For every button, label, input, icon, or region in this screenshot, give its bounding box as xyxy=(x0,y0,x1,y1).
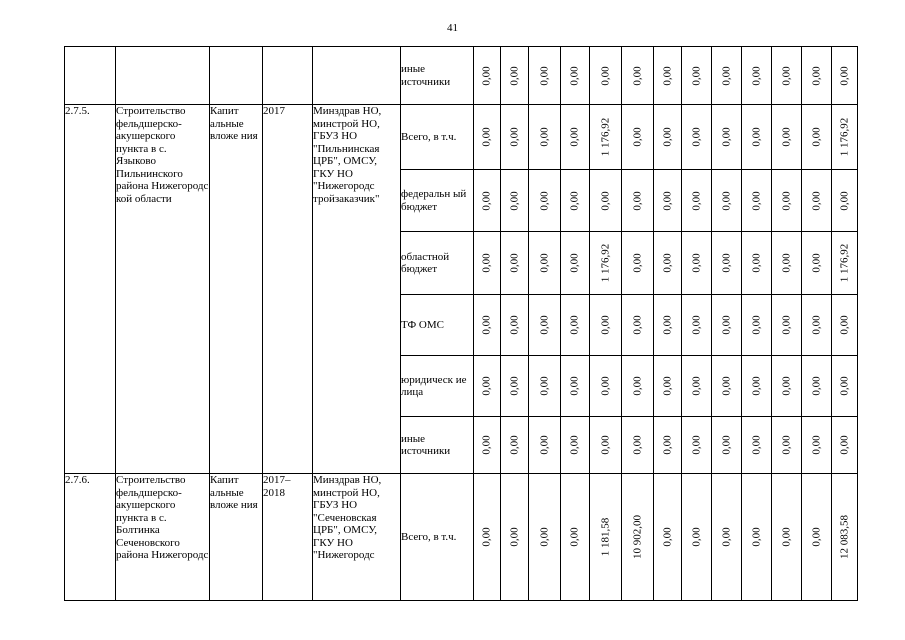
value-cell: 0,00 xyxy=(474,232,501,295)
value-cell: 0,00 xyxy=(712,232,742,295)
value-cell: 0,00 xyxy=(622,170,654,232)
value-cell: 0,00 xyxy=(712,474,742,601)
value-cell: 0,00 xyxy=(654,356,682,417)
funding-source-cell: иные источники xyxy=(401,417,474,474)
funding-source-cell: Всего, в т.ч. xyxy=(401,474,474,601)
value-cell: 0,00 xyxy=(529,232,561,295)
value-cell: 0,00 xyxy=(474,295,501,356)
value-cell: 0,00 xyxy=(772,47,802,105)
value-cell: 0,00 xyxy=(712,170,742,232)
executor-cell: Минздрав НО, минстрой НО, ГБУЗ НО "Сеченовская ЦРБ", ОМСУ, ГКУ НО "Нижегородс xyxy=(313,474,401,601)
value-cell: 0,00 xyxy=(474,356,501,417)
period-cell: 2017–2018 xyxy=(263,474,313,601)
value-cell: 0,00 xyxy=(802,232,832,295)
value-cell: 0,00 xyxy=(832,295,858,356)
value-cell: 0,00 xyxy=(742,356,772,417)
value-cell: 0,00 xyxy=(772,417,802,474)
period-cell: 2017 xyxy=(263,105,313,474)
value-cell: 0,00 xyxy=(772,232,802,295)
value-cell: 0,00 xyxy=(474,474,501,601)
value-cell: 0,00 xyxy=(590,295,622,356)
value-cell: 0,00 xyxy=(474,417,501,474)
value-cell: 0,00 xyxy=(529,417,561,474)
value-cell: 0,00 xyxy=(682,356,712,417)
value-cell: 0,00 xyxy=(654,295,682,356)
value-cell: 1 176,92 xyxy=(590,232,622,295)
value-cell: 0,00 xyxy=(742,170,772,232)
value-cell: 0,00 xyxy=(590,170,622,232)
funding-source-cell: иные источники xyxy=(401,47,474,105)
value-cell: 0,00 xyxy=(654,47,682,105)
value-cell: 0,00 xyxy=(712,105,742,170)
table-row xyxy=(65,105,858,170)
executor-cell: Минздрав НО, минстрой НО, ГБУЗ НО "Пильнинская ЦРБ", ОМСУ, ГКУ НО "Нижегородс тройзаказчик" xyxy=(313,105,401,474)
value-cell: 0,00 xyxy=(772,474,802,601)
value-cell: 0,00 xyxy=(742,295,772,356)
value-cell: 0,00 xyxy=(474,47,501,105)
value-cell: 0,00 xyxy=(682,295,712,356)
project-name-cell: Строительство фельдшерско-акушерского пункта в с. Языково Пильнинского района Нижегородс кой области xyxy=(116,105,210,474)
value-cell: 0,00 xyxy=(590,356,622,417)
value-cell: 0,00 xyxy=(712,417,742,474)
value-cell: 0,00 xyxy=(742,474,772,601)
value-cell: 0,00 xyxy=(561,47,590,105)
value-cell: 0,00 xyxy=(772,105,802,170)
value-cell: 0,00 xyxy=(474,105,501,170)
value-cell: 0,00 xyxy=(832,417,858,474)
value-cell: 0,00 xyxy=(802,295,832,356)
value-cell: 0,00 xyxy=(832,356,858,417)
expense-type-cell: Капит альные вложе ния xyxy=(210,105,263,474)
value-cell: 0,00 xyxy=(712,356,742,417)
project-number-cell: 2.7.5. xyxy=(65,105,116,474)
value-cell: 0,00 xyxy=(712,47,742,105)
value-cell: 0,00 xyxy=(622,232,654,295)
value-cell: 0,00 xyxy=(654,105,682,170)
value-cell: 0,00 xyxy=(561,232,590,295)
funding-source-cell: федеральн ый бюджет xyxy=(401,170,474,232)
value-cell: 0,00 xyxy=(742,417,772,474)
funding-table xyxy=(64,46,858,601)
value-cell: 1 176,92 xyxy=(590,105,622,170)
value-cell: 1 176,92 xyxy=(832,232,858,295)
value-cell: 0,00 xyxy=(654,232,682,295)
value-cell: 10 902,00 xyxy=(622,474,654,601)
value-cell: 0,00 xyxy=(529,47,561,105)
value-cell: 0,00 xyxy=(682,474,712,601)
project-name-cell: Строительство фельдшерско-акушерского пункта в с. Болтинка Сеченовского района Нижегородс xyxy=(116,474,210,601)
value-cell: 0,00 xyxy=(802,170,832,232)
value-cell: 0,00 xyxy=(561,105,590,170)
value-cell: 0,00 xyxy=(802,47,832,105)
value-cell: 0,00 xyxy=(529,474,561,601)
value-cell: 0,00 xyxy=(561,295,590,356)
value-cell: 0,00 xyxy=(501,170,529,232)
value-cell: 0,00 xyxy=(682,170,712,232)
value-cell: 0,00 xyxy=(561,170,590,232)
value-cell: 0,00 xyxy=(474,170,501,232)
value-cell: 0,00 xyxy=(622,295,654,356)
value-cell: 0,00 xyxy=(561,417,590,474)
value-cell: 0,00 xyxy=(654,170,682,232)
value-cell: 0,00 xyxy=(832,47,858,105)
value-cell: 0,00 xyxy=(682,105,712,170)
value-cell: 0,00 xyxy=(802,105,832,170)
value-cell: 0,00 xyxy=(529,170,561,232)
value-cell: 12 083,58 xyxy=(832,474,858,601)
table-row xyxy=(65,474,858,601)
value-cell: 0,00 xyxy=(802,417,832,474)
value-cell: 0,00 xyxy=(802,356,832,417)
value-cell: 0,00 xyxy=(501,295,529,356)
value-cell: 0,00 xyxy=(682,232,712,295)
value-cell: 0,00 xyxy=(501,417,529,474)
value-cell: 0,00 xyxy=(561,474,590,601)
table-row xyxy=(65,47,858,105)
value-cell: 1 176,92 xyxy=(832,105,858,170)
value-cell: 0,00 xyxy=(501,105,529,170)
value-cell: 0,00 xyxy=(772,356,802,417)
project-number-cell: 2.7.6. xyxy=(65,474,116,601)
value-cell: 0,00 xyxy=(654,417,682,474)
value-cell: 0,00 xyxy=(501,47,529,105)
value-cell: 0,00 xyxy=(712,295,742,356)
value-cell: 0,00 xyxy=(832,170,858,232)
funding-source-cell: юридическ ие лица xyxy=(401,356,474,417)
value-cell: 0,00 xyxy=(682,47,712,105)
value-cell: 0,00 xyxy=(501,474,529,601)
value-cell: 0,00 xyxy=(802,474,832,601)
page-number: 41 xyxy=(447,22,458,34)
value-cell: 0,00 xyxy=(529,295,561,356)
value-cell: 0,00 xyxy=(622,105,654,170)
value-cell: 0,00 xyxy=(742,105,772,170)
expense-type-cell: Капит альные вложе ния xyxy=(210,474,263,601)
value-cell: 0,00 xyxy=(529,356,561,417)
funding-source-cell: областной бюджет xyxy=(401,232,474,295)
value-cell: 0,00 xyxy=(772,170,802,232)
value-cell: 1 181,58 xyxy=(590,474,622,601)
value-cell: 0,00 xyxy=(742,47,772,105)
value-cell: 0,00 xyxy=(501,232,529,295)
value-cell: 0,00 xyxy=(622,47,654,105)
value-cell: 0,00 xyxy=(590,47,622,105)
value-cell: 0,00 xyxy=(529,105,561,170)
value-cell: 0,00 xyxy=(682,417,712,474)
value-cell: 0,00 xyxy=(561,356,590,417)
funding-source-cell: ТФ ОМС xyxy=(401,295,474,356)
value-cell: 0,00 xyxy=(590,417,622,474)
value-cell: 0,00 xyxy=(622,356,654,417)
value-cell: 0,00 xyxy=(654,474,682,601)
value-cell: 0,00 xyxy=(742,232,772,295)
value-cell: 0,00 xyxy=(501,356,529,417)
value-cell: 0,00 xyxy=(772,295,802,356)
value-cell: 0,00 xyxy=(622,417,654,474)
funding-source-cell: Всего, в т.ч. xyxy=(401,105,474,170)
